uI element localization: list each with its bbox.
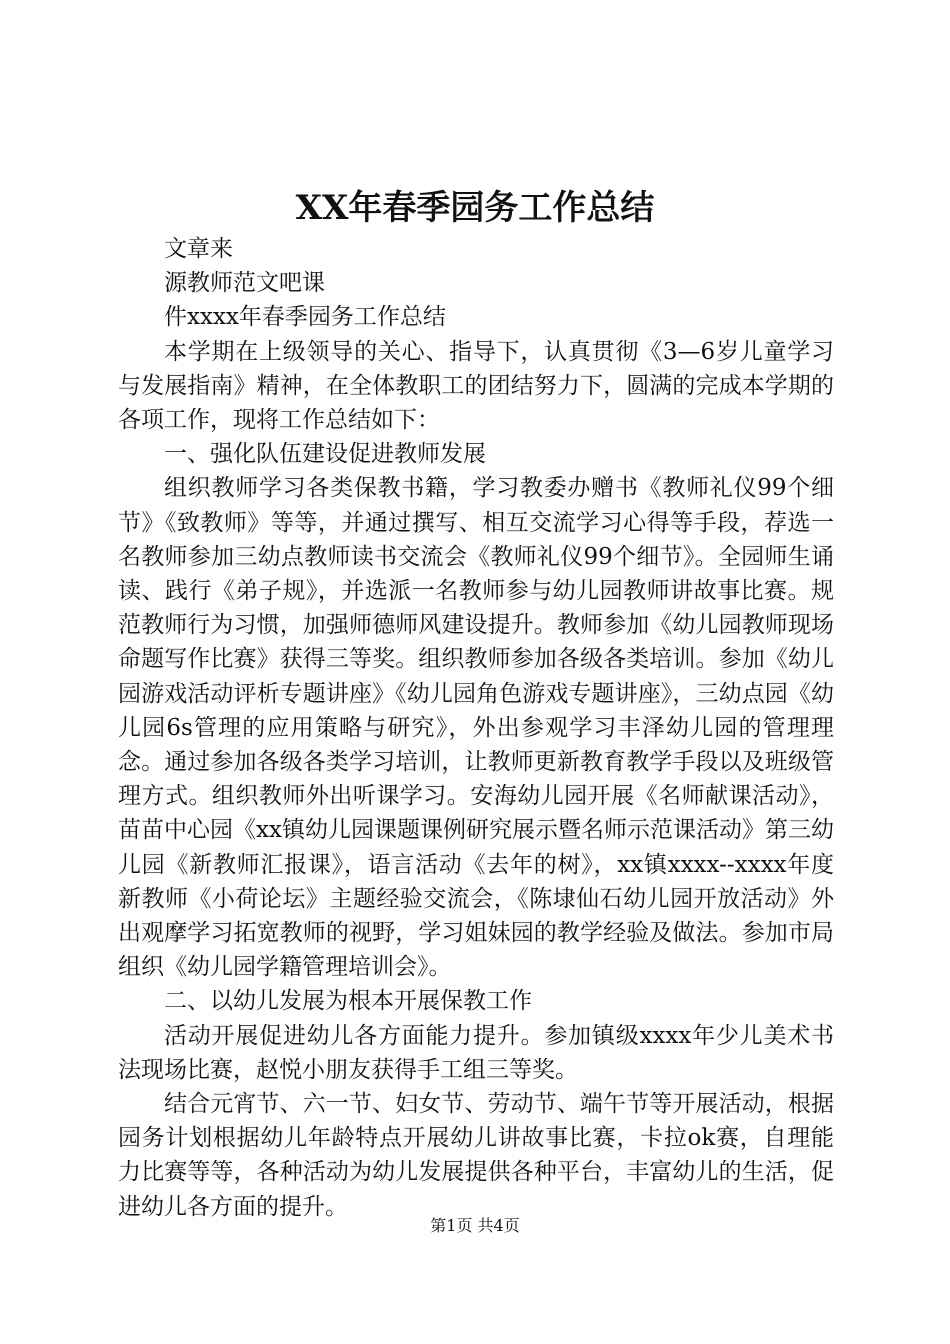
- paragraph-source-line-3: 件xxxx年春季园务工作总结: [164, 304, 446, 331]
- paragraph-source-line-2: 源教师范文吧课: [164, 270, 325, 297]
- section-heading-2: 二、以幼儿发展为根本开展保教工作: [164, 988, 532, 1015]
- document-body: [118, 232, 834, 1224]
- paragraph-intro: 本学期在上级领导的关心、指导下，认真贯彻《3—6岁儿童学习与发展指南》精神，在全体教职工的团结努力下，圆满的完成本学期的各项工作，现将工作总结如下：: [118, 338, 834, 434]
- paragraph-source-line-1: 文章来: [164, 236, 233, 262]
- paragraph-section-2b: 结合元宵节、六一节、妇女节、劳动节、端午节等开展活动，根据园务计划根据幼儿年龄特点开展幼儿讲故事比赛，卡拉ok赛，自理能力比赛等等，各种活动为幼儿发展提供各种平台，丰富幼儿的生活，促进幼儿各方面的提升。: [118, 1091, 834, 1220]
- document-title: XX年春季园务工作总结: [295, 188, 655, 228]
- paragraph-section-2a: 活动开展促进幼儿各方面能力提升。参加镇级xxxx年少儿美术书法现场比赛，赵悦小朋友获得手工组三等奖。: [118, 1022, 834, 1083]
- page-footer: 第1页 共4页: [430, 1216, 520, 1235]
- section-heading-1: 一、强化队伍建设促进教师发展: [164, 441, 486, 468]
- paragraph-section-1: 组织教师学习各类保教书籍，学习教委办赠书《教师礼仪99个细节》《致教师》等等，并通过撰写、相互交流学习心得等手段，荐选一名教师参加三幼点教师读书交流会《教师礼仪99个细节》。全园师生诵读、践行《弟子规》，并选派一名教师参与幼儿园教师讲故事比赛。规范教师行为习惯，加强师德师风建设提升。教师参加《幼儿园教师现场命题写作比赛》获得三等奖。组织教师参加各级各类培训。参加《幼儿园游戏活动评析专题讲座》《幼儿园角色游戏专题讲座》，三幼点园《幼儿园6s管理的应用策略与研究》，外出参观学习丰泽幼儿园的管理理念。通过参加各级各类学习培训，让教师更新教育教学手段以及班级管理方式。组织教师外出听课学习。安海幼儿园开展《名师献课活动》，苗苗中心园《xx镇幼儿园课题课例研究展示暨名师示范课活动》第三幼儿园《新教师汇报课》，语言活动《去年的树》，xx镇xxxx--xxxx年度新教师《小荷论坛》主题经验交流会，《陈埭仙石幼儿园开放活动》外出观摩学习拓宽教师的视野，学习姐妹园的教学经验及做法。参加市局组织《幼儿园学籍管理培训会》。: [118, 475, 834, 981]
